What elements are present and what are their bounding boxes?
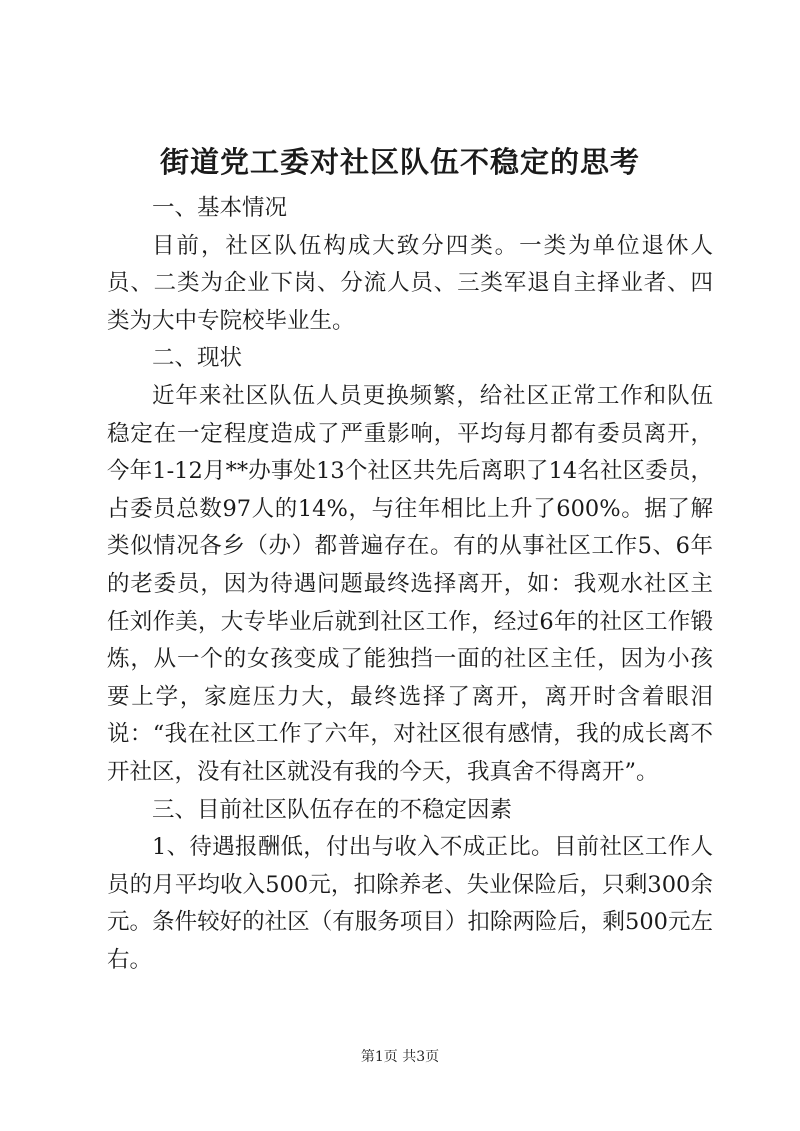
paragraph-low-pay: 1、待遇报酬低，付出与收入不成正比。目前社区工作人员的月平均收入500元，扣除养老、失业保险后，只剩300余元。条件较好的社区（有服务项目）扣除两险后，剩500元左右。 bbox=[107, 834, 713, 973]
paragraph-team-composition: 目前，社区队伍构成大致分四类。一类为单位退休人员、二类为企业下岗、分流人员、三类军退自主择业者、四类为大中专院校毕业生。 bbox=[107, 232, 713, 334]
section-heading-basic-situation: 一、基本情况 bbox=[152, 195, 288, 221]
document-title: 街道党工委对社区队伍不稳定的思考 bbox=[159, 145, 640, 179]
section-heading-current-status: 二、现状 bbox=[152, 345, 243, 372]
page-footer: 第1页 共3页 bbox=[360, 1049, 440, 1065]
document-body bbox=[107, 190, 713, 979]
section-heading-instability-factors: 三、目前社区队伍存在的不稳定因素 bbox=[152, 796, 513, 823]
paragraph-current-status: 近年来社区队伍人员更换频繁，给社区正常工作和队伍稳定在一定程度造成了严重影响，平均每月都有委员离开，今年1-12月**办事处13个社区共先后离职了14名社区委员，占委员总数97人的14%，与往年相比上升了600%。据了解类似情况各乡（办）都普遍存在。有的从事社区工作5、6年的老委员，因为待遇问题最终选择离开，如：我观水社区主任刘作美，大专毕业后就到社区工作，经过6年的社区工作锻炼，从一个的女孩变成了能独挡一面的社区主任，因为小孩要上学，家庭压力大，最终选择了离开，离开时含着眼泪说：“我在社区工作了六年，对社区很有感情，我的成长离不开社区，没有社区就没有我的今天，我真舍不得离开”。 bbox=[107, 382, 713, 785]
